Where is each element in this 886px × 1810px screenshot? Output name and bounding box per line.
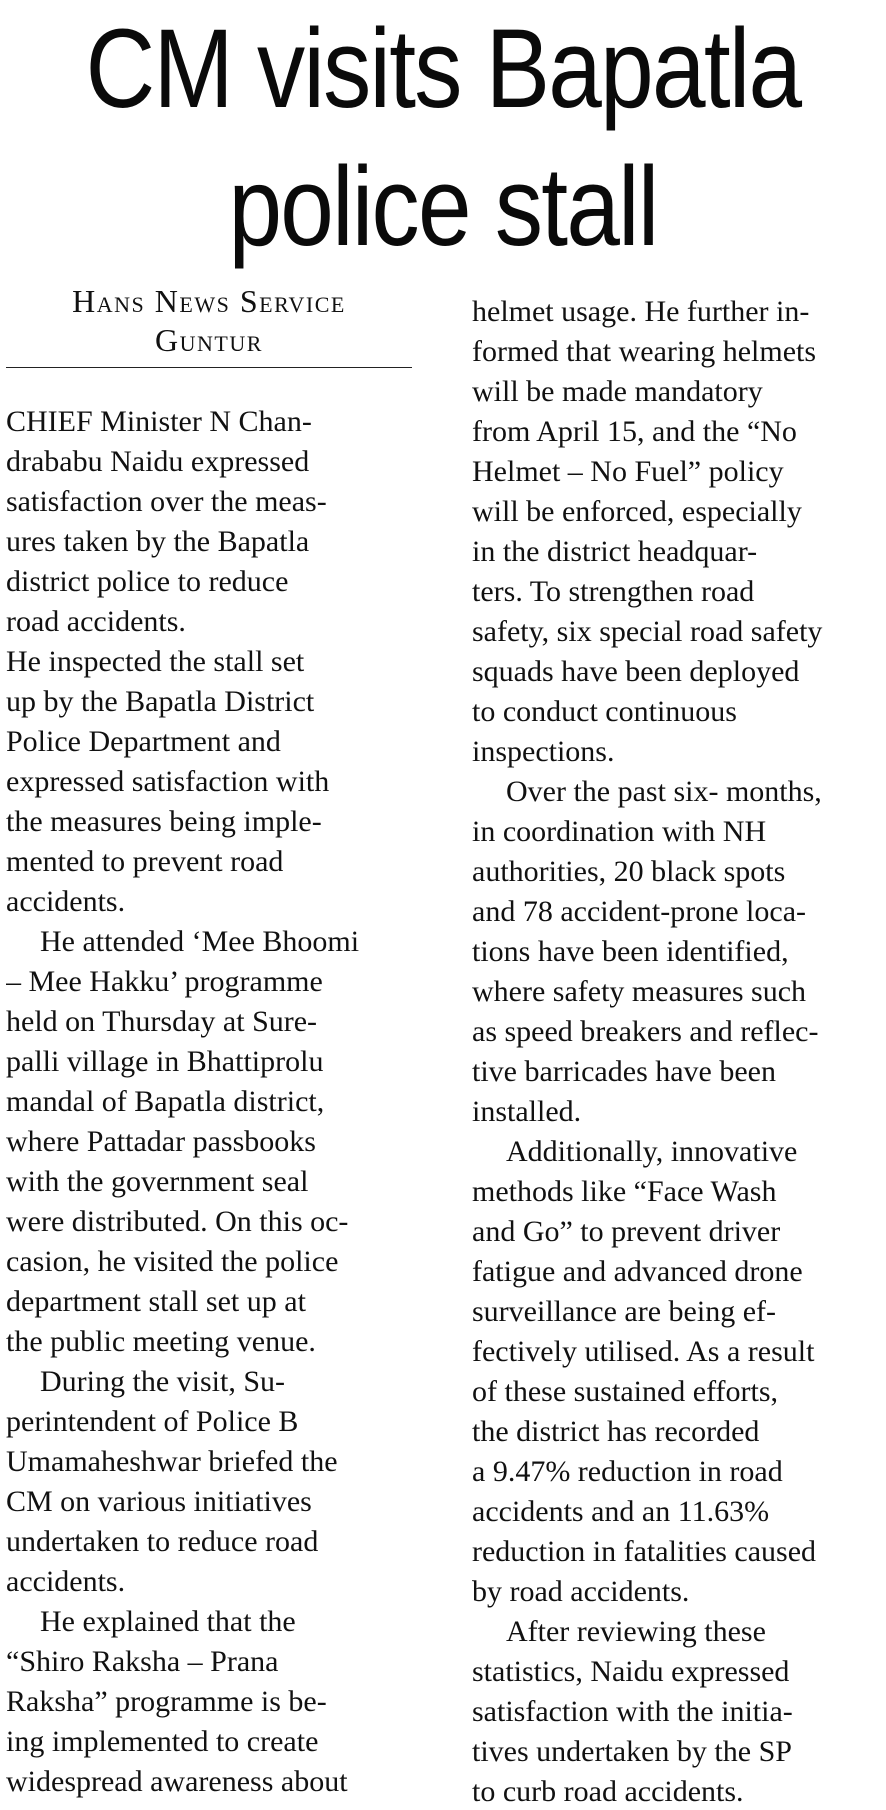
body-text-line: in the district headquar- [472, 535, 758, 568]
body-text-line: Police Department and [6, 725, 281, 758]
body-text-line: to curb road accidents. [472, 1775, 744, 1808]
headline [62, 0, 824, 276]
byline-location: Guntur [155, 322, 263, 358]
body-text-line: He attended ‘Mee Bhoomi [40, 925, 360, 958]
body-text-line: the measures being imple- [6, 805, 322, 838]
body-text-line: fatigue and advanced drone [472, 1255, 803, 1288]
body-text-line: satisfaction with the initia- [472, 1695, 793, 1728]
body-text-line: He inspected the stall set [6, 645, 305, 678]
body-text-line: where safety measures such [472, 975, 807, 1008]
body-text-line: ures taken by the Bapatla [6, 525, 310, 558]
article-column-right [472, 292, 882, 1808]
body-text-line: mented to prevent road [6, 845, 284, 878]
body-text-line: will be made mandatory [472, 375, 763, 408]
body-text-line: installed. [472, 1095, 582, 1128]
body-text-line: – Mee Hakku’ programme [6, 965, 323, 998]
body-text-line: During the visit, Su- [40, 1365, 285, 1398]
body-text-line: district police to reduce [6, 565, 289, 598]
body-text-line: in coordination with NH [472, 815, 767, 848]
body-text-line: tive barricades have been [472, 1055, 776, 1088]
body-text-line: a 9.47% reduction in road [472, 1455, 783, 1488]
body-text-line: were distributed. On this oc- [6, 1205, 349, 1238]
body-text-line: mandal of Bapatla district, [6, 1085, 325, 1118]
body-text-line: will be enforced, especially [472, 495, 802, 528]
body-text-line: widespread awareness about [6, 1765, 348, 1798]
body-text-line: drababu Naidu expressed [6, 445, 310, 478]
body-text-line: squads have been deployed [472, 655, 800, 688]
body-text-line: helmet usage. He further in- [472, 295, 810, 328]
body-text-line: statistics, Naidu expressed [472, 1655, 790, 1688]
body-text-line: ing implemented to create [6, 1725, 319, 1758]
body-text-line: “Shiro Raksha – Prana [6, 1645, 279, 1678]
body-text-line: and 78 accident-prone loca- [472, 895, 806, 928]
body-text-line: accidents. [6, 1565, 126, 1598]
body-text-line: up by the Bapatla District [6, 685, 315, 718]
body-text-line: held on Thursday at Sure- [6, 1005, 318, 1038]
body-text-line: accidents and an 11.63% [472, 1495, 770, 1528]
article-column-left [6, 402, 422, 1802]
body-text-line: of these sustained efforts, [472, 1375, 779, 1408]
body-text-line: the district has recorded [472, 1415, 760, 1448]
body-text-line: perintendent of Police B [6, 1405, 299, 1438]
body-text-line: satisfaction over the meas- [6, 485, 327, 518]
body-text-line: reduction in fatalities caused [472, 1535, 817, 1568]
byline-divider [6, 367, 412, 368]
body-text-line: authorities, 20 black spots [472, 855, 786, 888]
body-text-line: as speed breakers and reflec- [472, 1015, 819, 1048]
body-text-line: Umamaheshwar briefed the [6, 1445, 338, 1478]
body-text-line: CM on various initiatives [6, 1485, 312, 1518]
body-text-line: CHIEF Minister N Chan- [6, 405, 312, 438]
body-text-line: undertaken to reduce road [6, 1525, 319, 1558]
body-text-line: Additionally, innovative [506, 1135, 798, 1168]
body-text-line: methods like “Face Wash [472, 1175, 777, 1208]
body-text-line: fectively utilised. As a result [472, 1335, 815, 1368]
body-text-line: palli village in Bhattiprolu [6, 1045, 324, 1078]
body-text-line: inspections. [472, 735, 615, 768]
body-text-line: and Go” to prevent driver [472, 1215, 781, 1248]
body-text-line: Helmet – No Fuel” policy [472, 455, 784, 488]
body-text-line: tives undertaken by the SP [472, 1735, 792, 1768]
body-text-line: accidents. [6, 885, 126, 918]
byline [6, 282, 412, 360]
body-text-line: tions have been identified, [472, 935, 789, 968]
body-text-line: the public meeting venue. [6, 1325, 316, 1358]
body-text-line: safety, six special road safety [472, 615, 823, 648]
body-text-line: expressed satisfaction with [6, 765, 330, 798]
body-text-line: road accidents. [6, 605, 186, 638]
body-text-line: He explained that the [40, 1605, 296, 1638]
body-text-line: where Pattadar passbooks [6, 1125, 316, 1158]
body-text-line: Raksha” programme is be- [6, 1685, 327, 1718]
body-text-line: from April 15, and the “No [472, 415, 797, 448]
byline-agency: Hans News Service [72, 283, 346, 319]
body-text-line: surveillance are being ef- [472, 1295, 776, 1328]
body-text-line: formed that wearing helmets [472, 335, 817, 368]
body-text-line: Over the past six- months, [506, 775, 822, 808]
body-text-line: department stall set up at [6, 1285, 306, 1318]
body-text-line: by road accidents. [472, 1575, 690, 1608]
body-text-line: After reviewing these [506, 1615, 766, 1648]
headline-line: police stall [228, 144, 658, 269]
headline-line: CM visits Bapatla [85, 6, 801, 131]
body-text-line: casion, he visited the police [6, 1245, 339, 1278]
body-text-line: ters. To strengthen road [472, 575, 755, 608]
body-text-line: with the government seal [6, 1165, 309, 1198]
body-text-line: to conduct continuous [472, 695, 737, 728]
